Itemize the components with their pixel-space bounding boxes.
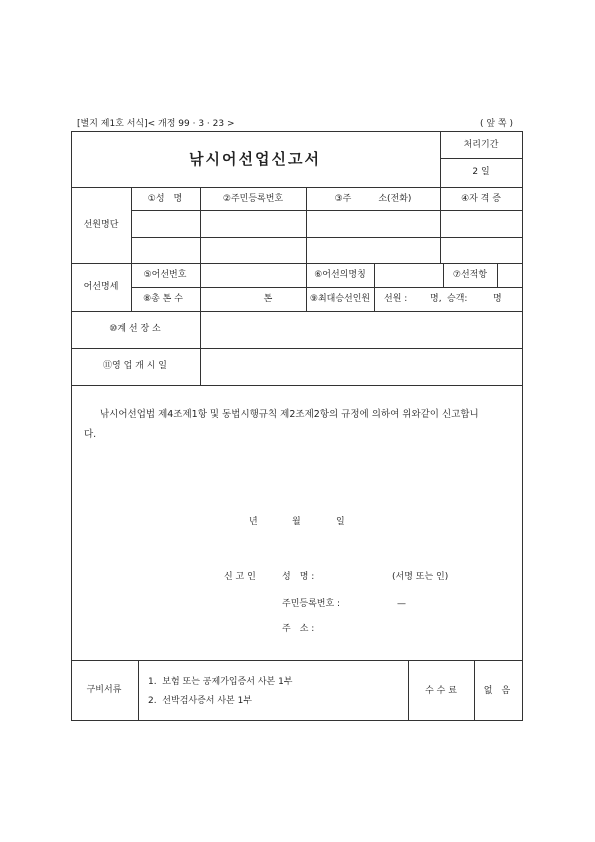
date-day-label: 일: [336, 517, 345, 527]
crew-resident-field[interactable]: [201, 211, 306, 236]
max-capacity-label: ⑨최대승선인원: [309, 294, 371, 304]
divider: [408, 660, 409, 720]
business-start-field[interactable]: [201, 349, 521, 385]
gross-tonnage-label: ⑧총 톤 수: [143, 294, 183, 304]
home-port-field[interactable]: [498, 264, 521, 287]
vessel-name-label: ⑥어선의명칭: [314, 270, 366, 280]
page-side-label: ( 앞 쪽 ): [480, 119, 513, 129]
col-name: ①성 명: [147, 194, 183, 204]
divider: [71, 187, 523, 188]
col-resident-no: ②주민등록번호: [222, 194, 284, 204]
mooring-place-label: ⑩계 선 장 소: [109, 324, 161, 334]
tonnage-unit: 톤: [263, 294, 273, 304]
divider: [131, 263, 132, 311]
crew-address-field[interactable]: [307, 211, 440, 236]
crew-section-label: 선원명단: [83, 220, 119, 230]
persons-unit: 명: [493, 294, 502, 304]
attachment-item: 1. 보험 또는 공제가입증서 사본 1부: [148, 677, 293, 687]
date-month-label: 월: [292, 517, 301, 527]
home-port-label: ⑦선적항: [452, 270, 488, 280]
resident-dash: —: [397, 599, 406, 609]
col-address: ③주 소(전화): [334, 194, 412, 204]
vessel-name-field[interactable]: [375, 264, 443, 287]
divider: [71, 385, 523, 386]
divider: [138, 660, 139, 720]
declaration-text: 낚시어선업법 제4조제1항 및 동법시행규칙 제2조제2항의 규정에 의하여 위와같이 신고합니다.: [84, 409, 479, 440]
processing-period-value: 2 일: [472, 167, 490, 177]
applicant-resident-label: 주민등록번호 :: [282, 599, 341, 609]
attachment-item: 2. 선박검사증서 사본 1부: [148, 696, 253, 706]
applicant-address-label: 주 소 :: [282, 624, 315, 634]
vessel-number-field[interactable]: [201, 264, 306, 287]
divider: [440, 158, 522, 159]
divider: [131, 237, 522, 238]
applicant-label: 신 고 인: [224, 572, 256, 582]
form-title: 낚시어선업신고서: [189, 150, 321, 168]
date-year-label: 년: [249, 517, 258, 527]
crew-license-field[interactable]: [441, 211, 521, 236]
processing-period-label: 처리기간: [463, 140, 499, 150]
crew-count-label: 선원 :: [384, 294, 408, 304]
passengers-label: 승객:: [447, 294, 468, 304]
applicant-name-field[interactable]: [325, 570, 385, 584]
divider: [306, 263, 307, 311]
fee-value: 없 음: [483, 686, 511, 696]
col-license: ④자 격 증: [461, 194, 501, 204]
crew-name-field[interactable]: [132, 211, 200, 236]
signature-note: (서명 또는 인): [392, 572, 449, 582]
divider: [474, 660, 475, 720]
applicant-name-label: 성 명 :: [282, 572, 315, 582]
applicant-address-field[interactable]: [325, 622, 505, 636]
vessel-section-label: 어선명세: [83, 282, 119, 292]
attachments-label: 구비서류: [86, 685, 122, 695]
mooring-place-field[interactable]: [201, 312, 521, 348]
persons-unit: 명,: [430, 294, 442, 304]
fee-label: 수 수 료: [425, 686, 457, 696]
vessel-number-label: ⑤어선번호: [143, 270, 187, 280]
business-start-label: ⑪영 업 개 시 일: [103, 361, 167, 371]
divider: [131, 287, 522, 288]
applicant-resident-field[interactable]: [352, 597, 432, 611]
divider: [443, 263, 444, 287]
gross-tonnage-field[interactable]: [201, 288, 263, 311]
divider: [440, 132, 441, 187]
form-reference: [별지 제1호 서식]< 개정 99 · 3 · 23 >: [77, 119, 235, 129]
